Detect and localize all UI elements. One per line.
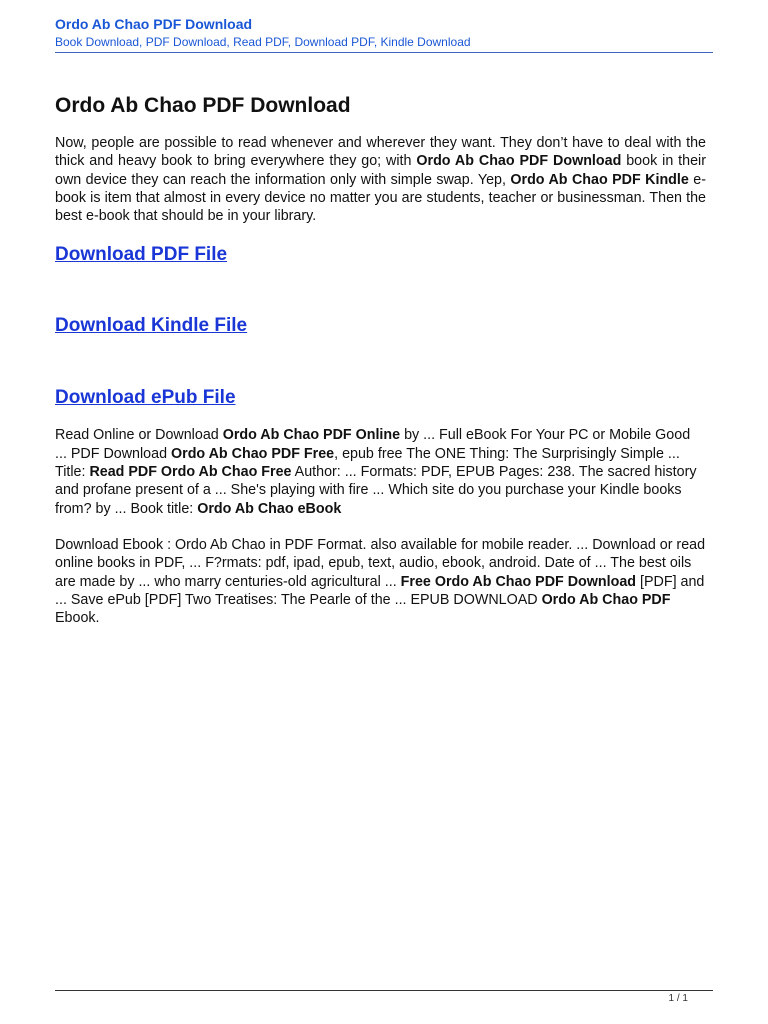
intro-bold-2: Ordo Ab Chao PDF Kindle — [510, 171, 689, 188]
download-pdf-link[interactable]: Download PDF File — [55, 244, 228, 266]
intro-text-2: book in their own device they can reach the information only with simple swap. Yep, — [55, 153, 706, 188]
p2-text-1: Read Online or Download — [55, 427, 223, 444]
p3-text-1: Download Ebook : Ordo Ab Chao in PDF Format. also available for mobile reader. ... Download or read online books in PDF, ... F?rmats: pdf, ipad, epub, text, audio, ebook, android. Date of ... The best oils are made by ... who marry centuries-old agricultural ... — [55, 536, 706, 590]
read-online-paragraph — [55, 426, 706, 517]
p2-bold-3: Read PDF Ordo Ab Chao Free — [89, 464, 292, 481]
intro-bold-1: Ordo Ab Chao PDF Download — [416, 153, 622, 170]
download-ebook-paragraph — [55, 536, 706, 627]
download-kindle-link[interactable]: Download Kindle File — [55, 315, 248, 337]
p2-text-2: by ... Full eBook For Your PC or Mobile Good ... PDF Download — [55, 427, 691, 462]
p2-bold-1: Ordo Ab Chao PDF Online — [222, 427, 401, 444]
p3-text-2: [PDF] and ... Save ePub [PDF] Two Treatises: The Pearle of the ... EPUB DOWNLOAD — [55, 573, 705, 608]
p2-text-4: Author: ... Formats: PDF, EPUB Pages: 238. The sacred history and profane present of a ... She's playing with fire ... Which site do you purchase your Kindle books from? by ... Book title: — [55, 464, 697, 517]
p2-text-3: , epub free The ONE Thing: The Surprisingly Simple ... Title: — [55, 445, 680, 481]
page-title: Ordo Ab Chao PDF Download — [55, 94, 351, 117]
header-title[interactable]: Ordo Ab Chao PDF Download — [55, 16, 253, 32]
p2-bold-2: Ordo Ab Chao PDF Free — [171, 445, 335, 462]
page-number: 1 / 1 — [668, 993, 688, 1004]
intro-paragraph — [55, 134, 706, 225]
p2-bold-4: Ordo Ab Chao eBook — [197, 500, 342, 517]
main-content — [55, 92, 706, 627]
download-epub-link[interactable]: Download ePub File — [55, 387, 236, 409]
p3-text-3: Ebook. — [55, 610, 100, 627]
intro-text-3: e-book is item that almost in every device no matter you are students, teacher or businessman. Then the best e-book that should be in your library. — [55, 171, 706, 225]
intro-text-1: Now, people are possible to read whenever and wherever they want. They don’t have to deal with the thick and heavy book to bring everywhere they go; with — [55, 135, 706, 170]
header-divider — [55, 52, 713, 53]
footer-divider — [55, 990, 713, 991]
p3-bold-2: Ordo Ab Chao PDF — [541, 591, 671, 608]
page-header — [55, 16, 713, 50]
p3-bold-1: Free Ordo Ab Chao PDF Download — [400, 573, 637, 590]
header-subtitle[interactable]: Book Download, PDF Download, Read PDF, Download PDF, Kindle Download — [55, 35, 471, 49]
